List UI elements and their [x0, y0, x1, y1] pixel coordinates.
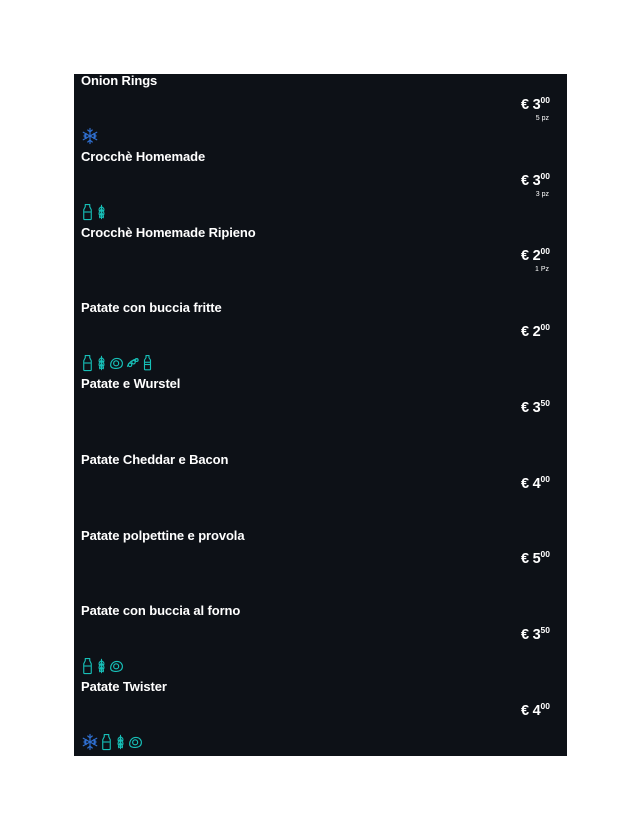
menu-item-quantity: 5 pz [535, 114, 549, 122]
quantity-spacer [78, 493, 553, 502]
menu-item-icons [78, 353, 553, 373]
menu-item-icons [78, 202, 553, 222]
quantity-spacer [78, 720, 553, 729]
egg-icon [109, 658, 124, 674]
milk-icon [81, 657, 94, 675]
menu-item [74, 377, 567, 453]
milk-icon [81, 203, 94, 221]
menu-item-price-row [78, 322, 553, 341]
menu-item [74, 529, 567, 605]
menu-item-price [520, 170, 550, 189]
quantity-spacer [78, 417, 553, 426]
price-cents: 00 [540, 701, 550, 712]
quantity-spacer [78, 644, 553, 653]
menu-item-quantity: 3 pz [535, 190, 549, 198]
menu-item-name: Patate Twister [81, 679, 167, 695]
menu-item-name: Onion Rings [81, 74, 158, 88]
milk-icon [81, 354, 94, 372]
menu-item-name: Crocchè Homemade [81, 148, 206, 164]
menu-item [74, 604, 567, 680]
price-whole: € 3 [520, 627, 541, 644]
menu-item-price-row [78, 625, 553, 644]
price-whole: € 2 [520, 248, 541, 265]
menu-item-name: Patate polpettine e provola [81, 527, 245, 543]
egg-icon [109, 355, 124, 371]
menu-item-price [520, 473, 550, 492]
menu-item-name: Patate con buccia fritte [81, 300, 222, 316]
snowflake-icon [81, 733, 99, 751]
menu-panel [74, 74, 567, 756]
price-whole: € 5 [520, 551, 541, 568]
price-cents: 00 [540, 322, 550, 333]
menu-item-price [521, 627, 550, 643]
menu-item-name: Patate e Wurstel [81, 376, 181, 392]
egg-icon [128, 734, 143, 750]
menu-item-icons [78, 732, 553, 752]
price-cents: 00 [540, 170, 550, 181]
price-whole: € 4 [520, 702, 541, 719]
menu-item-price [521, 248, 550, 264]
price-cents: 00 [540, 549, 550, 560]
menu-item-price-row [78, 95, 553, 114]
soy-icon [125, 355, 140, 371]
menu-item-icons [78, 656, 553, 676]
menu-item-price-row [78, 550, 553, 569]
menu-item-name: Patate Cheddar e Bacon [81, 451, 229, 467]
price-whole: € 3 [520, 172, 541, 189]
price-cents: 50 [540, 398, 550, 409]
menu-item-price-row [78, 247, 553, 266]
menu-item-price [521, 551, 550, 567]
menu-item-name: Crocchè Homemade Ripieno [81, 224, 256, 240]
menu-item-price-row [78, 701, 553, 720]
price-cents: 00 [540, 95, 550, 105]
milk-icon [100, 733, 113, 751]
menu-item [74, 74, 567, 150]
price-cents: 50 [540, 625, 550, 636]
price-whole: € 2 [520, 324, 541, 341]
quantity-spacer [78, 568, 553, 577]
menu-item-price-row [78, 171, 553, 190]
price-cents: 00 [540, 246, 550, 257]
gluten-icon [95, 354, 108, 372]
menu-item-name: Patate con buccia al forno [81, 603, 241, 619]
menu-item [74, 150, 567, 226]
menu-item-price [521, 703, 550, 719]
menu-item-price-row [78, 398, 553, 417]
menu-item-price [521, 324, 550, 340]
menu-item-quantity: 1 Pz [534, 266, 549, 274]
menu-item [74, 680, 567, 756]
gluten-icon [95, 657, 108, 675]
gluten-icon [95, 203, 108, 221]
price-whole: € 4 [520, 475, 541, 492]
menu-item-price [521, 400, 550, 416]
price-whole: € 3 [520, 96, 541, 113]
price-cents: 00 [540, 473, 550, 484]
menu-item-price-row [78, 474, 553, 493]
gluten-icon [114, 733, 127, 751]
menu-item [74, 226, 567, 302]
price-whole: € 3 [520, 399, 541, 416]
menu-item [74, 453, 567, 529]
menu-item [74, 301, 567, 377]
snowflake-icon [81, 127, 99, 145]
menu-item-price [521, 97, 550, 113]
menu-item-icons [78, 126, 553, 146]
quantity-spacer [78, 341, 553, 350]
mustard-icon [141, 354, 154, 372]
